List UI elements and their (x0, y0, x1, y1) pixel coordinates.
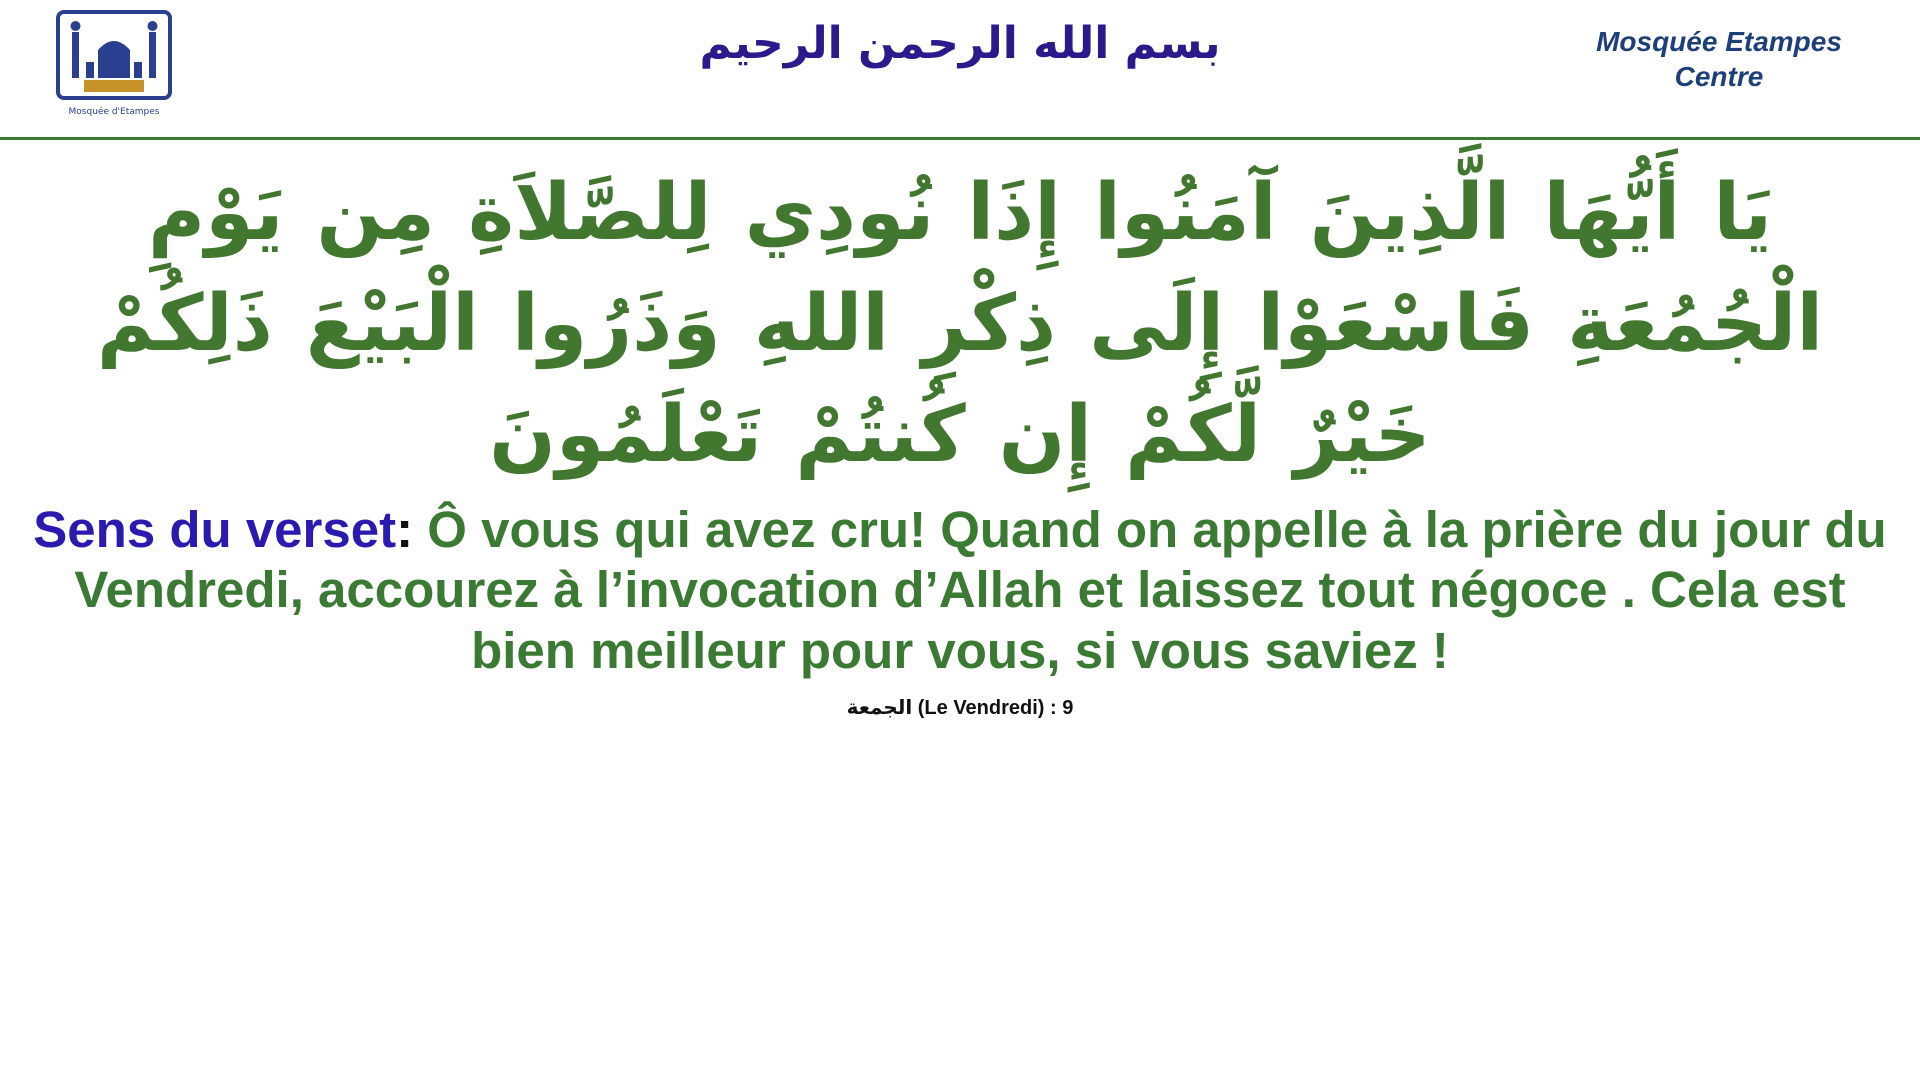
svg-text:Mosquée d'Etampes: Mosquée d'Etampes (68, 107, 160, 117)
meaning-label: Sens du verset (33, 501, 397, 559)
meaning-text: Ô vous qui avez cru! Quand on appelle à la prière du jour du Vendredi, accourez à l’invocation d’Allah et laissez tout négoce . Cela est bien meilleur pour vous, si vous saviez ! (74, 501, 1887, 679)
reference-sura-arabic: الجمعة (846, 694, 913, 719)
quran-verse-arabic: يَا أَيُّهَا الَّذِينَ آمَنُوا إِذَا نُودِي لِلصَّلاَةِ مِن يَوْمِ الْجُمُعَةِ فَاسْعَوْا إِلَى ذِكْرِ اللهِ وَذَرُوا الْبَيْعَ ذَلِكُمْ خَيْرٌ لَّكُمْ إِن كُنتُمْ تَعْلَمُونَ (96, 168, 1824, 480)
verse-meaning-french (22, 500, 1898, 681)
reference-ayah-number: 9 (1062, 696, 1074, 719)
mosque-name (1554, 24, 1884, 94)
basmala-text: بسم الله الرحمن الرحيم (699, 18, 1221, 69)
meaning-separator: : (396, 501, 414, 559)
slide-header (0, 0, 1920, 140)
mosque-name-line-2: Centre (1674, 61, 1764, 92)
verse-reference (0, 695, 1920, 720)
reference-separator: : (1050, 696, 1057, 719)
mosque-name-line-1: Mosquée Etampes (1596, 26, 1842, 57)
reference-sura-french: (Le Vendredi) (917, 696, 1045, 719)
